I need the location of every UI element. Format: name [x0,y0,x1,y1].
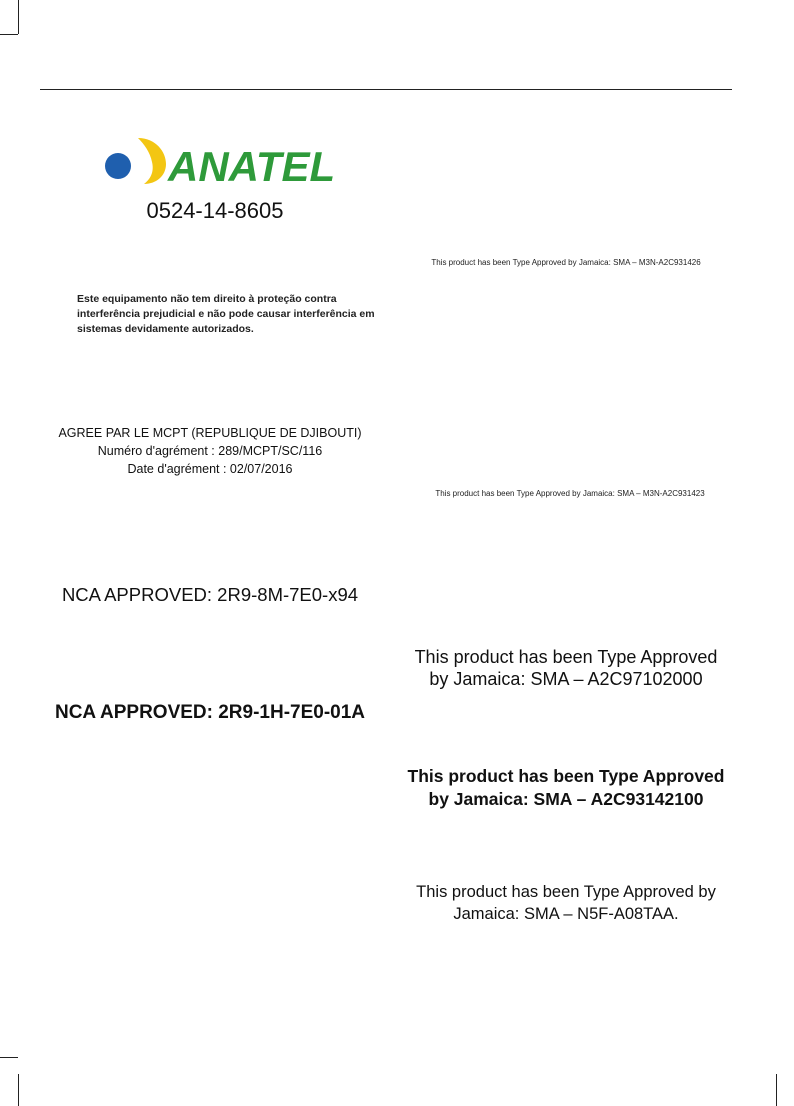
crop-mark-bottom-right-v [776,1074,777,1106]
crop-mark-top-left-v [18,0,19,34]
jamaica-approval-5-line-2: Jamaica: SMA – N5F-A08TAA. [453,905,679,923]
jamaica-approval-5 [396,881,736,925]
anatel-interference-notice: Este equipamento não tem direito à proteção contra interferência prejudicial e não pode causar interferência em sistemas devidamente autorizados. [77,293,375,335]
anatel-logo [104,132,336,192]
jamaica-approval-3 [396,646,736,690]
anatel-certificate-number: 0524-14-8605 [146,198,284,223]
jamaica-approval-5-line-1: This product has been Type Approved by [416,883,716,901]
jamaica-approval-4-line-2: by Jamaica: SMA – A2C93142100 [428,789,704,809]
jamaica-approval-3-line-2: by Jamaica: SMA – A2C97102000 [429,669,703,689]
jamaica-approval-1: This product has been Type Approved by Jamaica: SMA – M3N-A2C931426 [431,258,701,267]
nca-approval-1: NCA APPROVED: 2R9-8M-7E0-x94 [61,584,359,605]
nca-approval-2: NCA APPROVED: 2R9-1H-7E0-01A [54,702,366,723]
anatel-logo-wordmark: ANATEL [168,143,336,190]
crop-mark-bottom-left-h [0,1057,18,1058]
jamaica-approval-2: This product has been Type Approved by Jamaica: SMA – M3N-A2C931423 [435,489,705,498]
jamaica-approval-4 [396,765,736,811]
jamaica-approval-3-line-1: This product has been Type Approved [414,647,718,667]
djibouti-approval-number: Numéro d'agrément : 289/MCPT/SC/116 [97,444,323,458]
crop-mark-top-left-h [0,34,18,35]
crop-mark-bottom-left-v [18,1074,19,1106]
djibouti-approval-line-1: AGREE PAR LE MCPT (REPUBLIQUE DE DJIBOUTI) [58,426,362,440]
header-rule [40,89,732,90]
djibouti-approval [40,424,380,478]
jamaica-approval-4-line-1: This product has been Type Approved [407,766,725,786]
anatel-emblem-icon [104,132,174,192]
djibouti-approval-date: Date d'agrément : 02/07/2016 [127,462,293,476]
